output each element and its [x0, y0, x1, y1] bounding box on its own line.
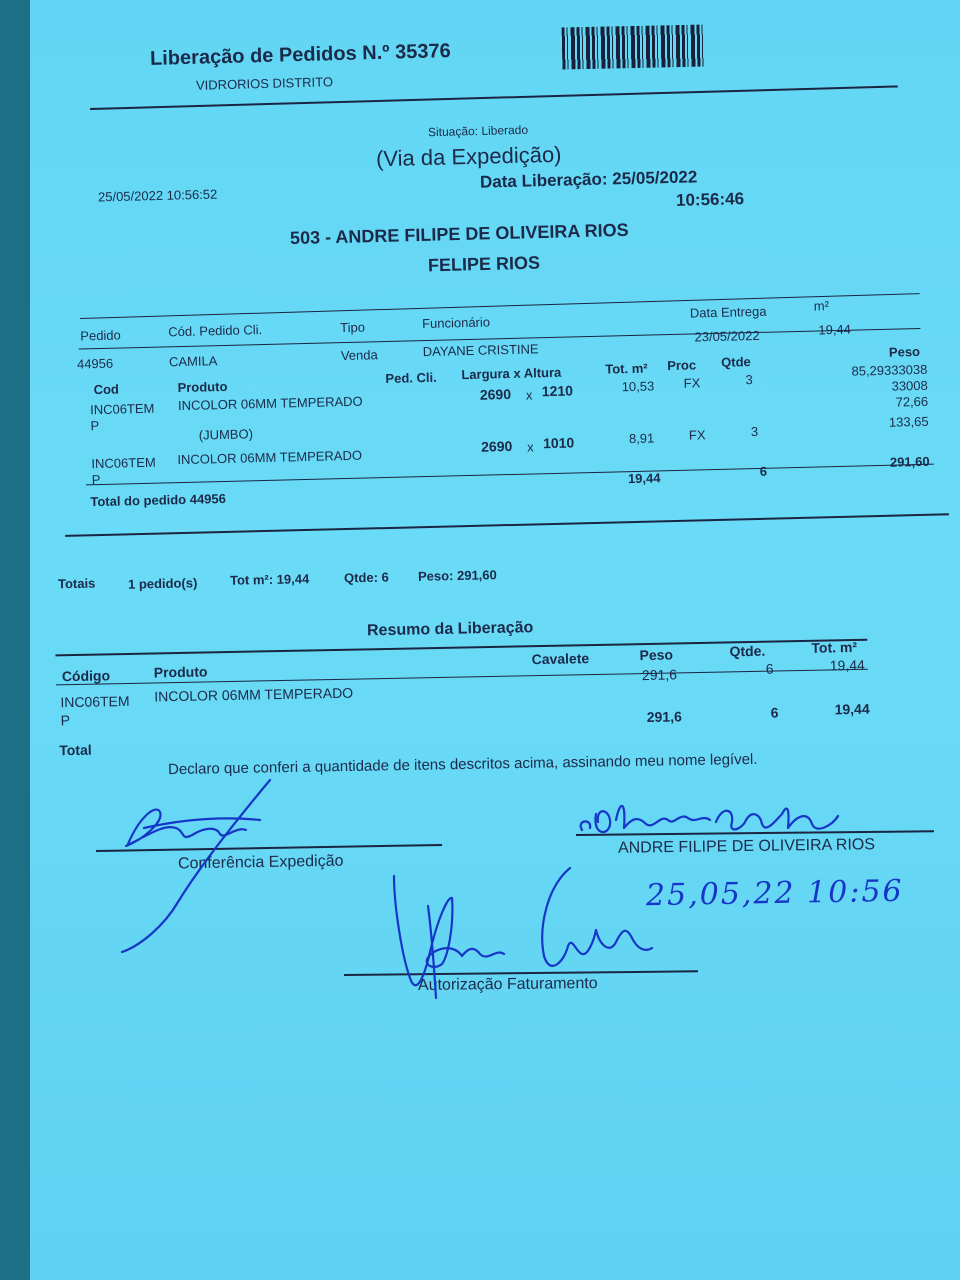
declaration-text: Declaro que conferi a quantidade de itens descritos acima, assinando meu nome legível. — [167, 750, 758, 779]
customer-name: 503 - ANDRE FILIPE DE OLIVEIRA RIOS — [289, 219, 629, 249]
item-peso-line: 33008 — [891, 377, 928, 394]
release-document — [30, 0, 960, 1280]
totals-label: Totais — [57, 575, 96, 592]
col-tipo: Tipo — [339, 319, 366, 336]
summary-product: INCOLOR 06MM TEMPERADO — [154, 684, 354, 705]
summary-block — [17, 0, 960, 769]
item-tot-m2: 10,53 — [621, 378, 655, 395]
release-time: 10:56:46 — [675, 189, 745, 210]
company-name: VIDRORIOS DISTRITO — [195, 74, 334, 93]
summary-col-tot-m2: Tot. m² — [811, 638, 858, 656]
item-height: 1210 — [541, 382, 574, 400]
item-width: 2690 — [479, 385, 512, 403]
order-total-m2: 19,44 — [627, 470, 661, 487]
item-code-cont: P — [91, 472, 101, 488]
summary-col-peso: Peso — [639, 646, 674, 664]
copy-type: (Via da Expedição) — [375, 141, 562, 172]
summary-total-label: Total — [59, 741, 92, 759]
item-x: x — [525, 387, 533, 403]
item-col-tot-m2: Tot. m² — [605, 360, 648, 377]
item-x: x — [526, 439, 534, 455]
item-peso-line: 72,66 — [895, 393, 929, 410]
totals-peso: Peso: 291,60 — [417, 567, 497, 584]
item-code: INC06TEM — [91, 454, 156, 472]
document-title: Liberação de Pedidos N.º 35376 — [149, 40, 451, 70]
summary-col-produto: Produto — [153, 663, 208, 681]
summary-qtde: 6 — [765, 660, 774, 677]
summary-total-peso: 291,6 — [646, 708, 682, 725]
col-pedido: Pedido — [80, 327, 121, 344]
item-proc: FX — [688, 427, 706, 443]
item-height: 1010 — [542, 434, 575, 452]
customer-signature — [576, 790, 876, 850]
conferencia-signature — [120, 776, 320, 956]
summary-peso: 291,6 — [641, 666, 678, 684]
handwritten-date: 25,05,22 10:56 — [645, 873, 904, 914]
totals-m2: Tot m²: 19,44 — [229, 571, 310, 588]
order-total-peso: 291,60 — [889, 453, 930, 470]
item-peso: 133,65 — [888, 413, 929, 430]
col-data-entrega: Data Entrega — [689, 303, 767, 321]
autorizacao-signature — [388, 866, 668, 1006]
item-width: 2690 — [480, 437, 513, 455]
summary-total-qtde: 6 — [770, 704, 779, 721]
item-product: INCOLOR 06MM TEMPERADO — [177, 393, 363, 414]
item-col-qtde: Qtde — [720, 354, 751, 370]
conferencia-label: Conferência Expedição — [177, 852, 344, 873]
release-date: Data Liberação: 25/05/2022 — [479, 167, 698, 192]
summary-total-m2: 19,44 — [834, 700, 870, 718]
autorizacao-label: Autorização Faturamento — [417, 975, 598, 994]
print-datetime: 25/05/2022 10:56:52 — [97, 186, 218, 205]
order-client-code: CAMILA — [168, 353, 218, 370]
summary-col-cavalete: Cavalete — [531, 650, 590, 668]
item-col-dimensions: Largura x Altura — [461, 364, 562, 383]
order-total-label: Total do pedido 44956 — [90, 490, 227, 510]
order-delivery-date: 23/05/2022 — [694, 327, 760, 345]
item-proc: FX — [683, 375, 701, 391]
situation-status: Situação: Liberado — [427, 122, 529, 140]
item-product: INCOLOR 06MM TEMPERADO — [177, 447, 363, 468]
summary-title: Resumo da Liberação — [366, 619, 534, 640]
col-cod-pedido-cli: Cód. Pedido Cli. — [168, 322, 263, 340]
item-peso-line: 85,29333038 — [851, 361, 928, 379]
item-col-cod: Cod — [93, 381, 120, 398]
summary-code: INC06TEM — [60, 692, 130, 711]
summary-col-codigo: Código — [61, 667, 111, 685]
item-tot-m2: 8,91 — [628, 430, 655, 447]
item-col-produto: Produto — [177, 378, 228, 396]
summary-code-cont: P — [60, 712, 71, 729]
order-type: Venda — [340, 347, 378, 364]
order-m2: 19,44 — [818, 321, 852, 338]
item-col-ped-cli: Ped. Cli. — [385, 369, 437, 387]
customer-signature-label: ANDRE FILIPE DE OLIVEIRA RIOS — [617, 836, 876, 857]
item-code-cont: P — [90, 418, 100, 434]
item-code: INC06TEM — [89, 400, 155, 418]
summary-m2: 19,44 — [829, 656, 865, 674]
order-employee: DAYANE CRISTINE — [422, 341, 539, 360]
item-qtde: 3 — [750, 423, 759, 440]
col-funcionario: Funcionário — [421, 314, 491, 332]
col-m2: m² — [813, 298, 830, 314]
order-number: 44956 — [76, 355, 114, 372]
summary-col-qtde: Qtde. — [729, 642, 766, 660]
item-product-extra: (JUMBO) — [198, 426, 254, 443]
totals-orders: 1 pedido(s) — [127, 575, 198, 592]
item-col-peso: Peso — [888, 343, 921, 360]
item-qtde: 3 — [745, 372, 753, 388]
customer-nickname: FELIPE RIOS — [427, 252, 541, 276]
order-total-qtde: 6 — [759, 463, 768, 479]
totals-qtde: Qtde: 6 — [343, 569, 389, 586]
item-col-proc: Proc — [667, 357, 697, 374]
